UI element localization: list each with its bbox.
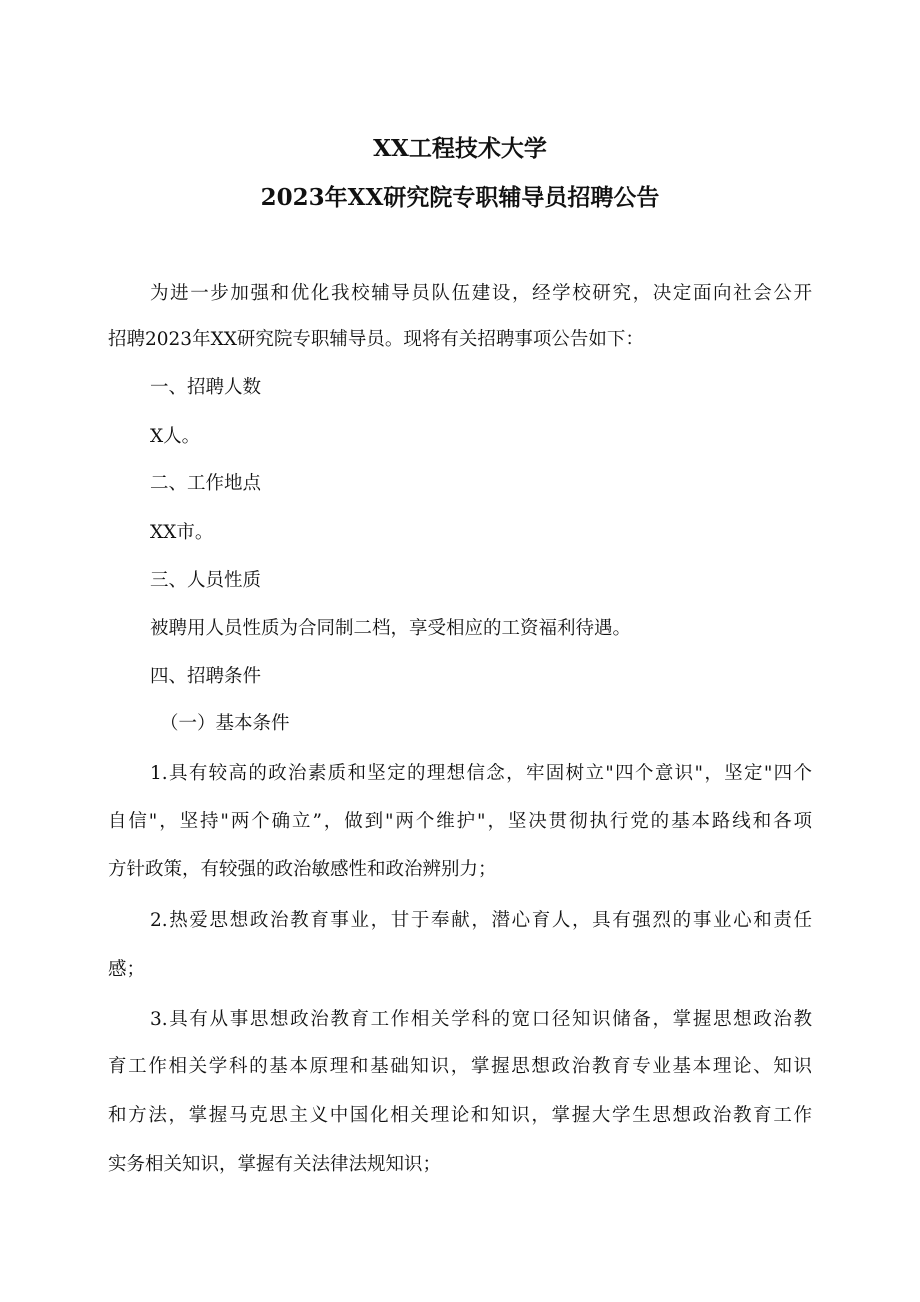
item3-line-2: 育工作相关学科的基本原理和基础知识，掌握思想政治教育专业基本理论、知识 <box>108 1056 812 1077</box>
item1-line-3: 方针政策，有较强的政治敏感性和政治辨别力； <box>108 859 497 880</box>
subsection-heading-basic: （一）基本条件 <box>160 713 290 734</box>
section-heading-requirements: 四、招聘条件 <box>150 666 262 687</box>
section-text-personnel-nature: 被聘用人员性质为合同制二档，享受相应的工资福利待遇。 <box>150 618 632 639</box>
item3-line-4: 实务相关知识，掌握有关法律法规知识； <box>108 1154 442 1175</box>
item3-line-1: 3.具有从事思想政治教育工作相关学科的宽口径知识储备，掌握思想政治教 <box>150 1009 812 1030</box>
document-title-announcement: 2023年XX研究院专职辅导员招聘公告 <box>260 184 660 211</box>
section-heading-location: 二、工作地点 <box>150 473 262 494</box>
section-text-headcount: X人。 <box>150 426 201 447</box>
intro-line-2: 招聘2023年XX研究院专职辅导员。现将有关招聘事项公告如下： <box>108 329 644 350</box>
item1-line-2: 自信"，坚持"两个确立”，做到"两个维护"，坚决贯彻执行党的基本路线和各项 <box>108 811 812 832</box>
intro-line-1: 为进一步加强和优化我校辅导员队伍建设，经学校研究，决定面向社会公开 <box>150 283 812 304</box>
item1-line-1: 1.具有较高的政治素质和坚定的理想信念，牢固树立"四个意识"，坚定"四个 <box>150 763 812 784</box>
document-title-university: XX工程技术大学 <box>373 135 547 162</box>
item2-line-1: 2.热爱思想政治教育事业，甘于奉献，潜心育人，具有强烈的事业心和责任 <box>150 910 812 931</box>
section-heading-headcount: 一、招聘人数 <box>150 377 262 398</box>
section-text-location: XX市。 <box>150 522 214 543</box>
section-heading-personnel-nature: 三、人员性质 <box>150 570 262 591</box>
item3-line-3: 和方法，掌握马克思主义中国化相关理论和知识，掌握大学生思想政治教育工作 <box>108 1105 812 1126</box>
item2-line-2: 感； <box>108 959 146 980</box>
